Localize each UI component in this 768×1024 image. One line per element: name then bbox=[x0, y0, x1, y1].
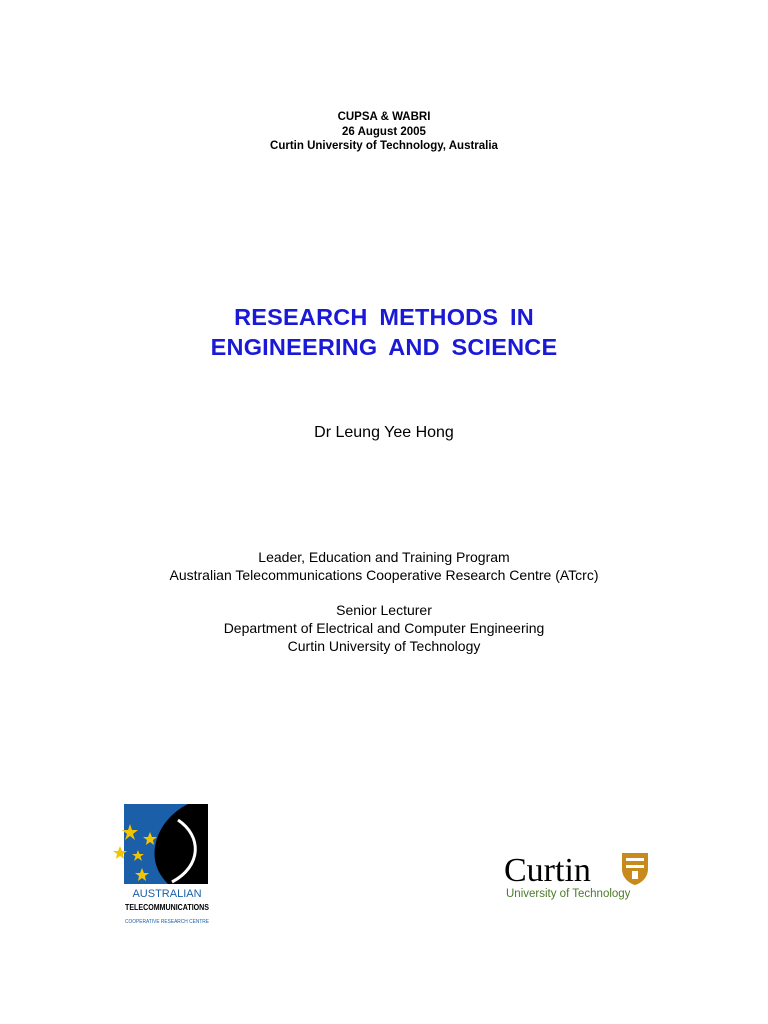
event-name: CUPSA & WABRI bbox=[337, 111, 431, 123]
document-title bbox=[0, 302, 768, 362]
atcrc-logo-text-crc: COOPERATIVE RESEARCH CENTRE bbox=[125, 919, 210, 925]
affiliation-position: Senior Lecturer bbox=[336, 602, 432, 618]
atcrc-logo bbox=[106, 802, 210, 928]
atcrc-logo-text-australian: AUSTRALIAN bbox=[132, 888, 202, 900]
curtin-logo-subtitle: University of Technology bbox=[506, 888, 631, 900]
affiliation-university: Curtin University of Technology bbox=[287, 638, 481, 654]
curtin-shield-icon bbox=[622, 853, 648, 885]
event-date: 26 August 2005 bbox=[342, 125, 426, 138]
curtin-logo-wordmark: Curtin bbox=[504, 852, 591, 889]
title-line-2: ENGINEERING AND SCIENCE bbox=[210, 334, 558, 360]
header-block bbox=[0, 110, 768, 154]
affiliation-atcrc bbox=[0, 548, 768, 584]
title-line-1: RESEARCH METHODS IN bbox=[234, 304, 534, 330]
affiliation-org: Australian Telecommunications Cooperative Research Centre (ATcrc) bbox=[169, 567, 599, 583]
curtin-logo bbox=[502, 845, 654, 905]
atcrc-logo-text-telecommunications: TELECOMMUNICATIONS bbox=[125, 902, 210, 912]
affiliation-curtin bbox=[0, 601, 768, 655]
event-location: Curtin University of Technology, Australia bbox=[270, 140, 498, 152]
affiliation-role: Leader, Education and Training Program bbox=[258, 549, 510, 565]
affiliation-department: Department of Electrical and Computer Engineering bbox=[223, 620, 545, 636]
author-name: Dr Leung Yee Hong bbox=[314, 424, 454, 441]
